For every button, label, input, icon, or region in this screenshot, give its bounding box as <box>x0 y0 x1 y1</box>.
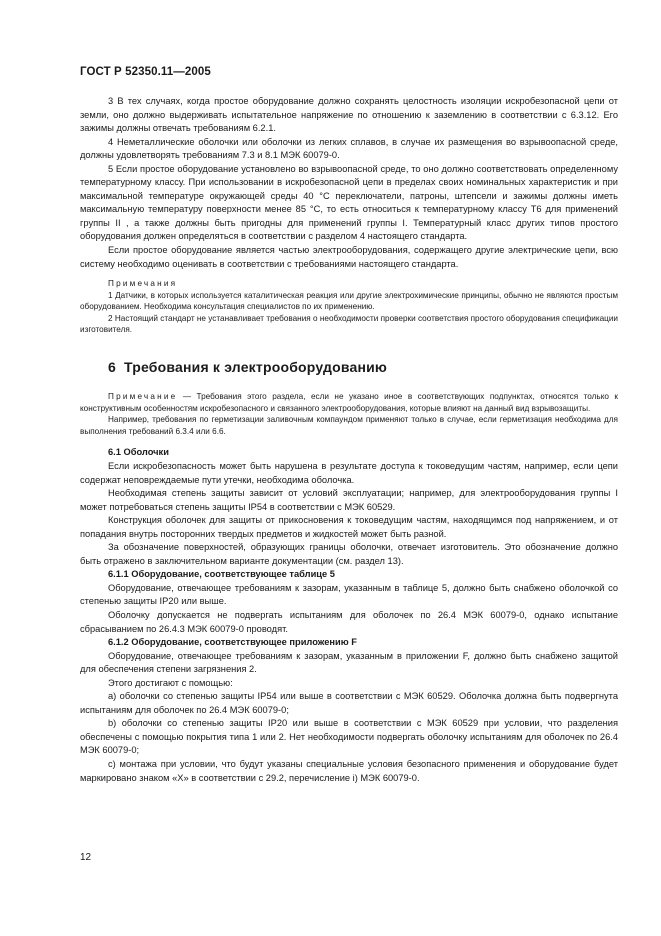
subsection-heading: 6.1 Оболочки <box>108 447 169 458</box>
list-item: с) монтажа при условии, что будут указаны специальные условия безопасного применения и оборудование будет маркировано знаком «Х» в соответствии с 29.2, перечисление i) МЭК 60079-0. <box>80 759 618 783</box>
paragraph: Оболочку допускается не подвергать испытаниям для оболочек по 26.4 МЭК 60079-0, однако испытание сбрасыванием по 26.4.3 МЭК 60079-0 проводят. <box>80 610 618 634</box>
paragraph: Оборудование, отвечающее требованиям к зазорам, указанным в приложении F, должно быть снабжено защитой для обеспечения степени загрязнения 2. <box>80 650 618 675</box>
paragraph: Конструкция оболочек для защиты от прикосновения к токоведущим частям, находящимся под напряжением, и от попадания внутрь посторонних твердых предметов и жидкостей может быть разной. <box>80 515 618 539</box>
paragraph: Если искробезопасность может быть нарушена в результате доступа к токоведущим частям, например, если цепи содержат неповреждаемые пути утечки, необходима оболочка. <box>80 461 618 485</box>
notes-title: Примечания <box>108 279 178 289</box>
section-note <box>80 391 618 414</box>
list-item: а) оболочки со степенью защиты IP54 или выше в соответствии с МЭК 60529. Оболочка должна быть подвергнута испытаниям для оболочек по 26.4 МЭК 60079-0; <box>80 691 618 715</box>
note-item: 2 Настоящий стандарт не устанавливает требования о необходимости проверки соответствия простого оборудования спецификации изготовителя. <box>80 313 618 335</box>
paragraph: Необходимая степень защиты зависит от условий эксплуатации; например, для электрооборудования группы I может потребоваться степень защиты IP54 в соответствии с МЭК 60529. <box>80 488 618 512</box>
subsection-heading: 6.1.1 Оборудование, соответствующее таблице 5 <box>108 569 335 580</box>
subsection-heading: 6.1.2 Оборудование, соответствующее приложению F <box>108 637 357 648</box>
paragraph: 4 Неметаллические оболочки или оболочки из легких сплавов, в случае их размещения во взрывоопасной среде, должны удовлетворять требованиям 7.3 и 8.1 МЭК 60079-0. <box>80 136 618 161</box>
section-heading <box>108 359 618 375</box>
paragraph: Если простое оборудование является частью электрооборудования, содержащего другие электрические цепи, всю систему необходимо оценивать в соответствии с требованиями настоящего стандарта. <box>80 245 618 269</box>
section-number: 6 <box>108 359 116 376</box>
section-title: Требования к электрооборудованию <box>124 359 388 376</box>
section-note-text: — Требования этого раздела, если не указано иное в соответствующих подпунктах, относятся только к конструктивным особенностям искробезопасного и связанного электрооборудования, которые влияют на данный вид взрывозащиты. <box>80 392 618 413</box>
paragraph: За обозначение поверхностей, образующих границы оболочки, отвечает изготовитель. Это обозначение должно быть отражено в заключительном варианте документации (см. раздел 13). <box>80 542 618 566</box>
list-item: b) оболочки со степенью защиты IP20 или выше в соответствии с МЭК 60529 при условии, что разделения обеспечены с помощью покрытия типа 1 или 2. Нет необходимости подвергать оболочку испытаниям для оболочек по 26.4 МЭК 60079-0; <box>80 718 618 756</box>
section-note-label: Примечание <box>108 392 178 402</box>
paragraph: 3 В тех случаях, когда простое оборудование должно сохранять целостность изоляции искробезопасной цепи от земли, оно должно выдерживать испытательное напряжение по отношению к заземлению в соответствии с 6.3.12. Его зажимы должны отвечать требованиям 6.2.1. <box>80 96 618 134</box>
paragraph: Оборудование, отвечающее требованиям к зазорам, указанным в таблице 5, должно быть снабжено оболочкой со степенью защиты IP20 или выше. <box>80 582 618 607</box>
page-number: 12 <box>80 852 92 863</box>
document-header: ГОСТ Р 52350.11—2005 <box>80 66 211 78</box>
paragraph: 5 Если простое оборудование установлено во взрывоопасной среде, то оно должно соответствовать определенному температурному классу. При использовании в искробезопасной цепи в пределах своих номинальных характеристик и при максимальной температуре окружающей среды 40 °С переключатели, патроны, штепсели и зажимы должны иметь максимальную температуру поверхности менее 85 °С, то есть относиться к температурному классу Т6 для применений группы II , а также должны быть пригодны для применений группы I. Температурный класс других типов простого оборудования должен определяться в соответствии с разделом 4 настоящего стандарта. <box>80 163 618 242</box>
paragraph: Этого достигают с помощью: <box>108 677 233 688</box>
section-note: Например, требования по герметизации заливочным компаундом применяют только в случае, если герметизация необходима для выполнения требований 6.3.4 или 6.6. <box>80 415 618 436</box>
note-item: 1 Датчики, в которых используется каталитическая реакция или другие электрохимические принципы, обычно не являются простым оборудованием. Необходима консультация специалистов по их применению. <box>80 290 618 312</box>
page-content <box>80 95 618 785</box>
